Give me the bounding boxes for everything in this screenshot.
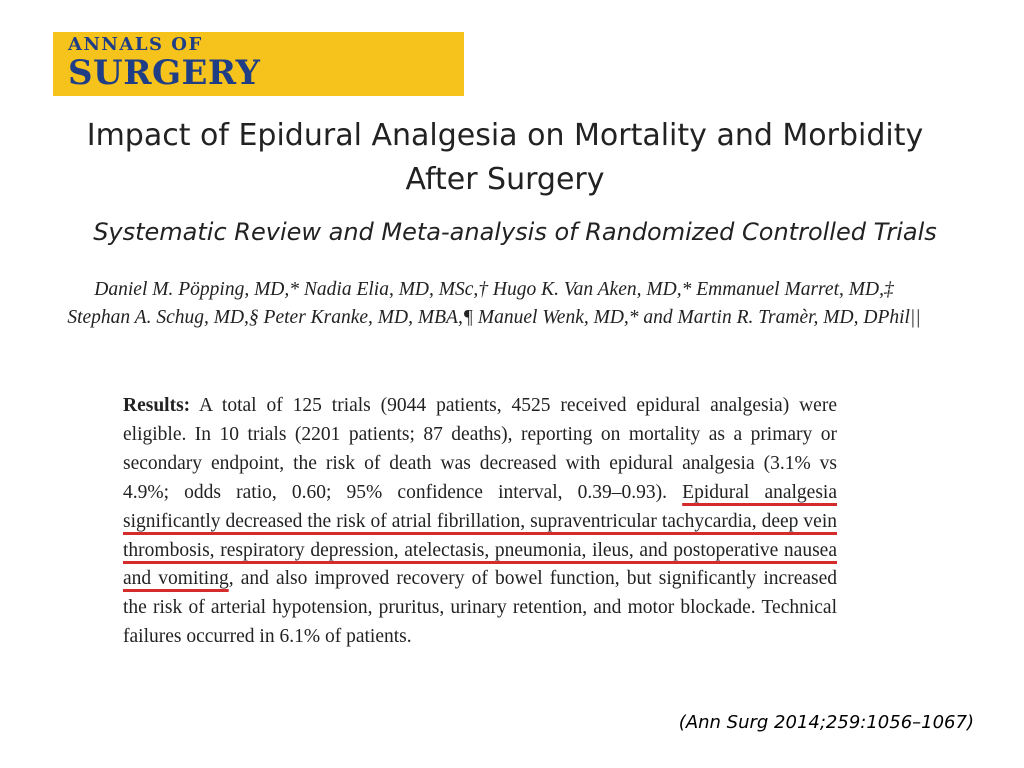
logo-line-2: SURGERY — [68, 53, 261, 93]
results-text-after: , and also improved recovery of bowel function, but significantly increased the risk of arterial hypotension, pruritus, urinary retention, and motor blockade. Technical failures occurred in 6.1% of patients. — [123, 568, 838, 648]
results-text-before: A total of 125 trials (9044 patients, 4525 received epidural analgesia) were eligible. In 10 trials (2201 patients; 87 deaths), reporting on mortality as a primary or secondary endpoint, the risk of death was decreased with epidural analgesia (3.1% vs 4.9%; odds ratio, 0.60; 95% confidence interval, 0.39–0.93). — [123, 395, 837, 503]
results-highlighted-text: Epidural analgesia significantly decreased the risk of atrial fibrillation, supraventricular tachycardia, deep vein thrombosis, respiratory depression, atelectasis, pneumonia, ileus, and postoperative nausea and vomiting — [123, 481, 837, 590]
authors-line-2: Stephan A. Schug, MD,§ Peter Kranke, MD, MBA,¶ Manuel Wenk, MD,* and Martin R. Tramèr, MD, DPhil|| — [67, 307, 921, 328]
article-subtitle: Systematic Review and Meta-analysis of Randomized Controlled Trials — [93, 218, 937, 246]
citation: (Ann Surg 2014;259:1056–1067) — [678, 712, 974, 733]
author-list — [0, 276, 994, 332]
results-label: Results: — [123, 395, 191, 416]
logo-line-1: ANNALS OF — [68, 34, 203, 55]
journal-logo — [53, 32, 464, 96]
title-line-2: After Surgery — [405, 162, 605, 197]
article-title — [20, 114, 990, 202]
title-line-1: Impact of Epidural Analgesia on Mortality and Morbidity — [86, 118, 924, 153]
authors-line-1: Daniel M. Pöpping, MD,* Nadia Elia, MD, MSc,† Hugo K. Van Aken, MD,* Emmanuel Marret, MD,‡ — [94, 279, 894, 300]
abstract-results — [123, 392, 837, 652]
